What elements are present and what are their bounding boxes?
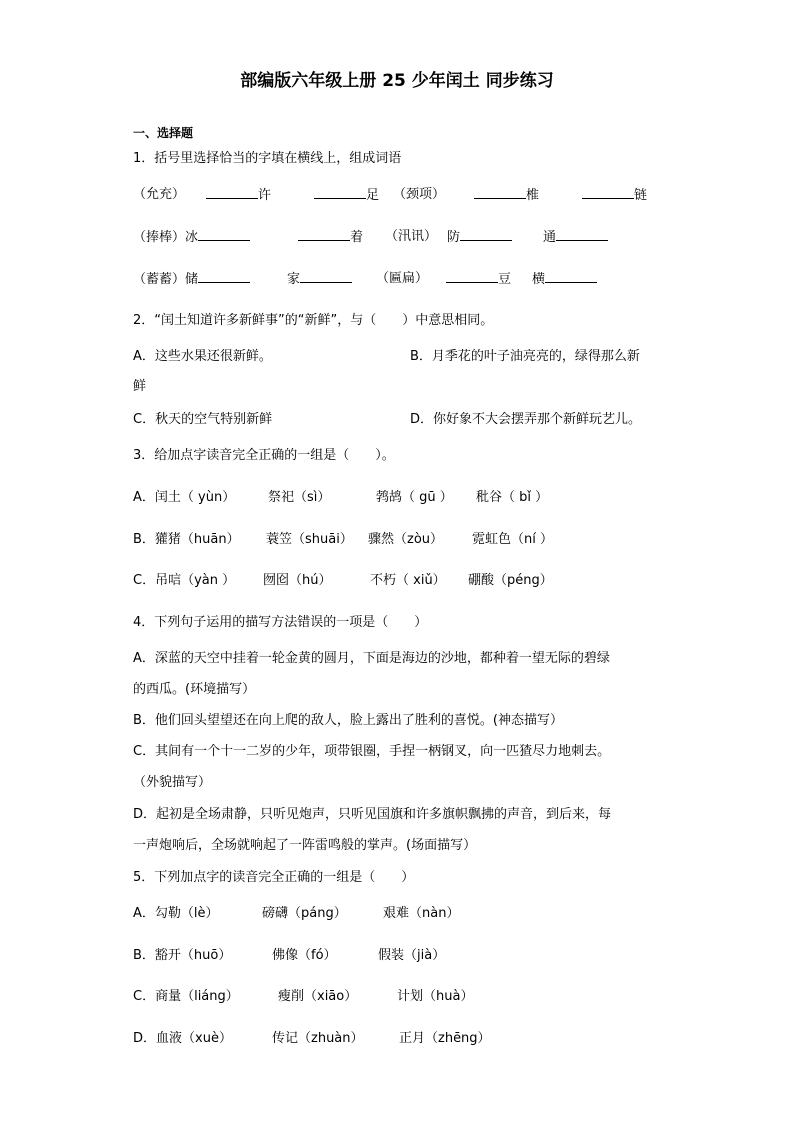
q1-stem: 1．括号里选择恰当的字填在横线上，组成词语 xyxy=(133,151,402,166)
blank-line[interactable] xyxy=(545,270,597,283)
q1-row1-word4: 链 xyxy=(582,186,647,205)
q5-b-item3: 假装（jià） xyxy=(378,948,446,963)
q3-b-item3: 骤然（zòu） xyxy=(368,532,444,547)
blank-line[interactable] xyxy=(556,228,608,241)
q4-option-b[interactable]: B．他们回头望望还在向上爬的敌人，脸上露出了胜利的喜悦。(神态描写） xyxy=(133,713,563,728)
q4-option-c[interactable]: C．其间有一个十一二岁的少年，项带银圈，手捏一柄钢叉，向一匹猹尽力地刺去。 xyxy=(133,744,611,759)
q3-option-a[interactable]: A．闰土（ yùn） xyxy=(133,490,236,505)
q3-a-item2: 祭祀（sì） xyxy=(268,490,331,505)
q1-row3-word3: 豆 xyxy=(446,270,511,289)
q3-option-b[interactable]: B．獾猪（huān） xyxy=(133,532,240,547)
q1-row3-pair2: （匾扁） xyxy=(376,271,429,286)
blank-line[interactable] xyxy=(460,228,512,241)
q1-row1-pair2: （颈项） xyxy=(393,187,446,202)
q1-row2-word2: 着 xyxy=(298,228,363,247)
section-heading: 一、选择题 xyxy=(133,126,194,140)
q1-row3-word4: 横 xyxy=(532,270,597,289)
q4-option-a[interactable]: A．深蓝的天空中挂着一轮金黄的圆月，下面是海边的沙地，都种着一望无际的碧绿 xyxy=(133,651,610,666)
blank-line[interactable] xyxy=(298,228,350,241)
q4-option-a-cont: 的西瓜。(环境描写） xyxy=(133,682,256,697)
q3-c-item3: 不朽（ xiǔ） xyxy=(370,573,446,588)
q1-row1-word1: 许 xyxy=(206,186,271,205)
q5-option-a[interactable]: A．勾勒（lè） xyxy=(133,906,219,921)
q5-b-item2: 佛像（fó） xyxy=(272,948,337,963)
page-title: 部编版六年级上册 25 少年闰土 同步练习 xyxy=(240,71,554,91)
q2-option-b-cont: 鲜 xyxy=(133,379,147,394)
q3-b-item2: 蓑笠（shuāi） xyxy=(266,532,353,547)
q2-stem: 2．“闰土知道许多新鲜事”的“新鲜”，与（ ）中意思相同。 xyxy=(133,313,494,328)
blank-line[interactable] xyxy=(446,270,498,283)
q5-option-d[interactable]: D．血液（xuè） xyxy=(133,1031,232,1046)
blank-line[interactable] xyxy=(300,270,352,283)
q3-c-item2: 囫囵（hú） xyxy=(263,573,332,588)
q4-option-d[interactable]: D．起初是全场肃静，只听见炮声，只听见国旗和许多旗帜飘拂的声音，到后来，每 xyxy=(133,807,612,822)
q5-d-item2: 传记（zhuàn） xyxy=(272,1031,364,1046)
q1-row1-word3: 椎 xyxy=(474,186,539,205)
q5-stem: 5．下列加点字的读音完全正确的一组是（ ） xyxy=(133,870,415,885)
q1-row3-word1: （蓄蓄）储 xyxy=(133,270,250,289)
q1-row2-word3: 防 xyxy=(447,228,512,247)
q1-row3-word2: 家 xyxy=(287,270,352,289)
blank-line[interactable] xyxy=(314,186,366,199)
q2-option-a[interactable]: A．这些水果还很新鲜。 xyxy=(133,349,272,364)
q3-option-c[interactable]: C．吊唁（yàn ） xyxy=(133,573,236,588)
q1-row2-word1: （捧棒）冰 xyxy=(133,228,250,247)
q5-a-item2: 磅礴（páng） xyxy=(262,906,347,921)
q4-stem: 4．下列句子运用的描写方法错误的一项是（ ） xyxy=(133,615,428,630)
q5-option-b[interactable]: B．豁开（huō） xyxy=(133,948,232,963)
blank-line[interactable] xyxy=(474,186,526,199)
q2-option-b[interactable]: B．月季花的叶子油亮亮的，绿得那么新 xyxy=(410,349,640,364)
q5-d-item3: 正月（zhēng） xyxy=(399,1031,491,1046)
q4-option-d-cont: 一声炮响后，全场就响起了一阵雷鸣般的掌声。(场面描写） xyxy=(133,838,477,853)
q3-stem: 3．给加点字读音完全正确的一组是（ ）。 xyxy=(133,448,395,463)
q2-option-c[interactable]: C．秋天的空气特别新鲜 xyxy=(133,412,273,427)
q3-c-item4: 硼酸（péng） xyxy=(468,573,553,588)
q5-option-c[interactable]: C．商量（liáng） xyxy=(133,989,239,1004)
q1-row2-word4: 通 xyxy=(543,228,608,247)
blank-line[interactable] xyxy=(582,186,634,199)
q5-a-item3: 艰难（nàn） xyxy=(383,906,460,921)
blank-line[interactable] xyxy=(198,270,250,283)
q5-c-item3: 计划（huà） xyxy=(397,989,474,1004)
q1-row2-pair2: （汛讯） xyxy=(385,229,438,244)
q3-a-item3: 鹁鸪（ gū ） xyxy=(376,490,453,505)
q1-row1-word2: 足 xyxy=(314,186,379,205)
q3-b-item4: 霓虹色（ní ） xyxy=(472,532,553,547)
q5-c-item2: 瘦削（xiāo） xyxy=(278,989,358,1004)
q1-row1-pair1: （允充） xyxy=(133,187,186,202)
q4-option-c-cont: （外貌描写） xyxy=(133,775,212,790)
blank-line[interactable] xyxy=(198,228,250,241)
q2-option-d[interactable]: D．你好象不大会摆弄那个新鲜玩艺儿。 xyxy=(410,412,642,427)
blank-line[interactable] xyxy=(206,186,258,199)
q3-a-item4: 秕谷（ bǐ ） xyxy=(476,490,549,505)
